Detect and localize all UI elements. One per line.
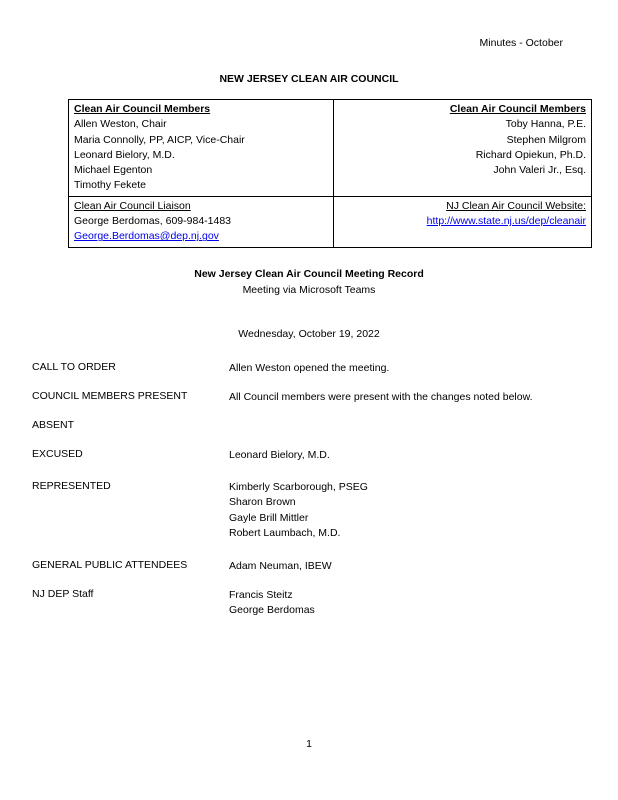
page-number: 1 <box>306 738 312 750</box>
represented-name: Kimberly Scarborough, PSEG <box>229 481 368 493</box>
liaison-name: George Berdomas, 609-984-1483 <box>74 215 232 228</box>
meeting-date: Wednesday, October 19, 2022 <box>238 328 380 340</box>
member-name: Toby Hanna, P.E. <box>505 118 586 131</box>
liaison-cell <box>69 196 334 247</box>
member-name: Stephen Milgrom <box>506 133 586 146</box>
member-name: Maria Connolly, PP, AICP, Vice-Chair <box>74 133 245 146</box>
row-value-list <box>229 588 315 619</box>
website-label: NJ Clean Air Council Website: <box>446 199 586 212</box>
member-name: Timothy Fekete <box>74 179 146 192</box>
staff-name: Francis Steitz <box>229 589 293 601</box>
row-label: NJ DEP Staff <box>32 588 94 600</box>
row-value: All Council members were present with the changes noted below. <box>229 391 533 403</box>
left-members-header: Clean Air Council Members <box>74 103 211 115</box>
represented-name: Gayle Brill Mittler <box>229 511 309 524</box>
running-header: Minutes - October <box>479 37 563 49</box>
row-label: CALL TO ORDER <box>32 361 116 373</box>
row-value: Leonard Bielory, M.D. <box>229 449 330 461</box>
row-value: Allen Weston opened the meeting. <box>229 362 390 374</box>
row-label: EXCUSED <box>32 448 83 460</box>
member-name: Leonard Bielory, M.D. <box>74 148 175 161</box>
website-cell <box>334 196 592 247</box>
liaison-label: Clean Air Council Liaison <box>74 199 191 212</box>
left-members-cell <box>69 100 334 197</box>
row-value-list <box>229 480 368 541</box>
website-link[interactable]: http://www.state.nj.us/dep/cleanair <box>426 215 586 228</box>
represented-name: Robert Laumbach, M.D. <box>229 526 341 539</box>
staff-name: George Berdomas <box>229 604 315 617</box>
org-title: NEW JERSEY CLEAN AIR COUNCIL <box>219 73 399 85</box>
row-label: REPRESENTED <box>32 480 111 492</box>
liaison-email-link[interactable]: George.Berdomas@dep.nj.gov <box>74 230 219 243</box>
record-subtitle: Meeting via Microsoft Teams <box>242 284 376 296</box>
member-name: Richard Opiekun, Ph.D. <box>475 148 586 161</box>
member-name: Michael Egenton <box>74 164 153 177</box>
right-members-cell <box>334 100 592 197</box>
row-label: GENERAL PUBLIC ATTENDEES <box>32 559 188 571</box>
members-table <box>68 99 592 248</box>
right-members-header: Clean Air Council Members <box>449 103 586 115</box>
member-name: Allen Weston, Chair <box>74 118 167 131</box>
row-label: COUNCIL MEMBERS PRESENT <box>32 390 188 402</box>
row-label: ABSENT <box>32 419 75 431</box>
represented-name: Sharon Brown <box>229 496 296 509</box>
member-name: John Valeri Jr., Esq. <box>493 164 586 177</box>
row-value: Adam Neuman, IBEW <box>229 560 332 572</box>
record-title: New Jersey Clean Air Council Meeting Record <box>194 268 424 280</box>
